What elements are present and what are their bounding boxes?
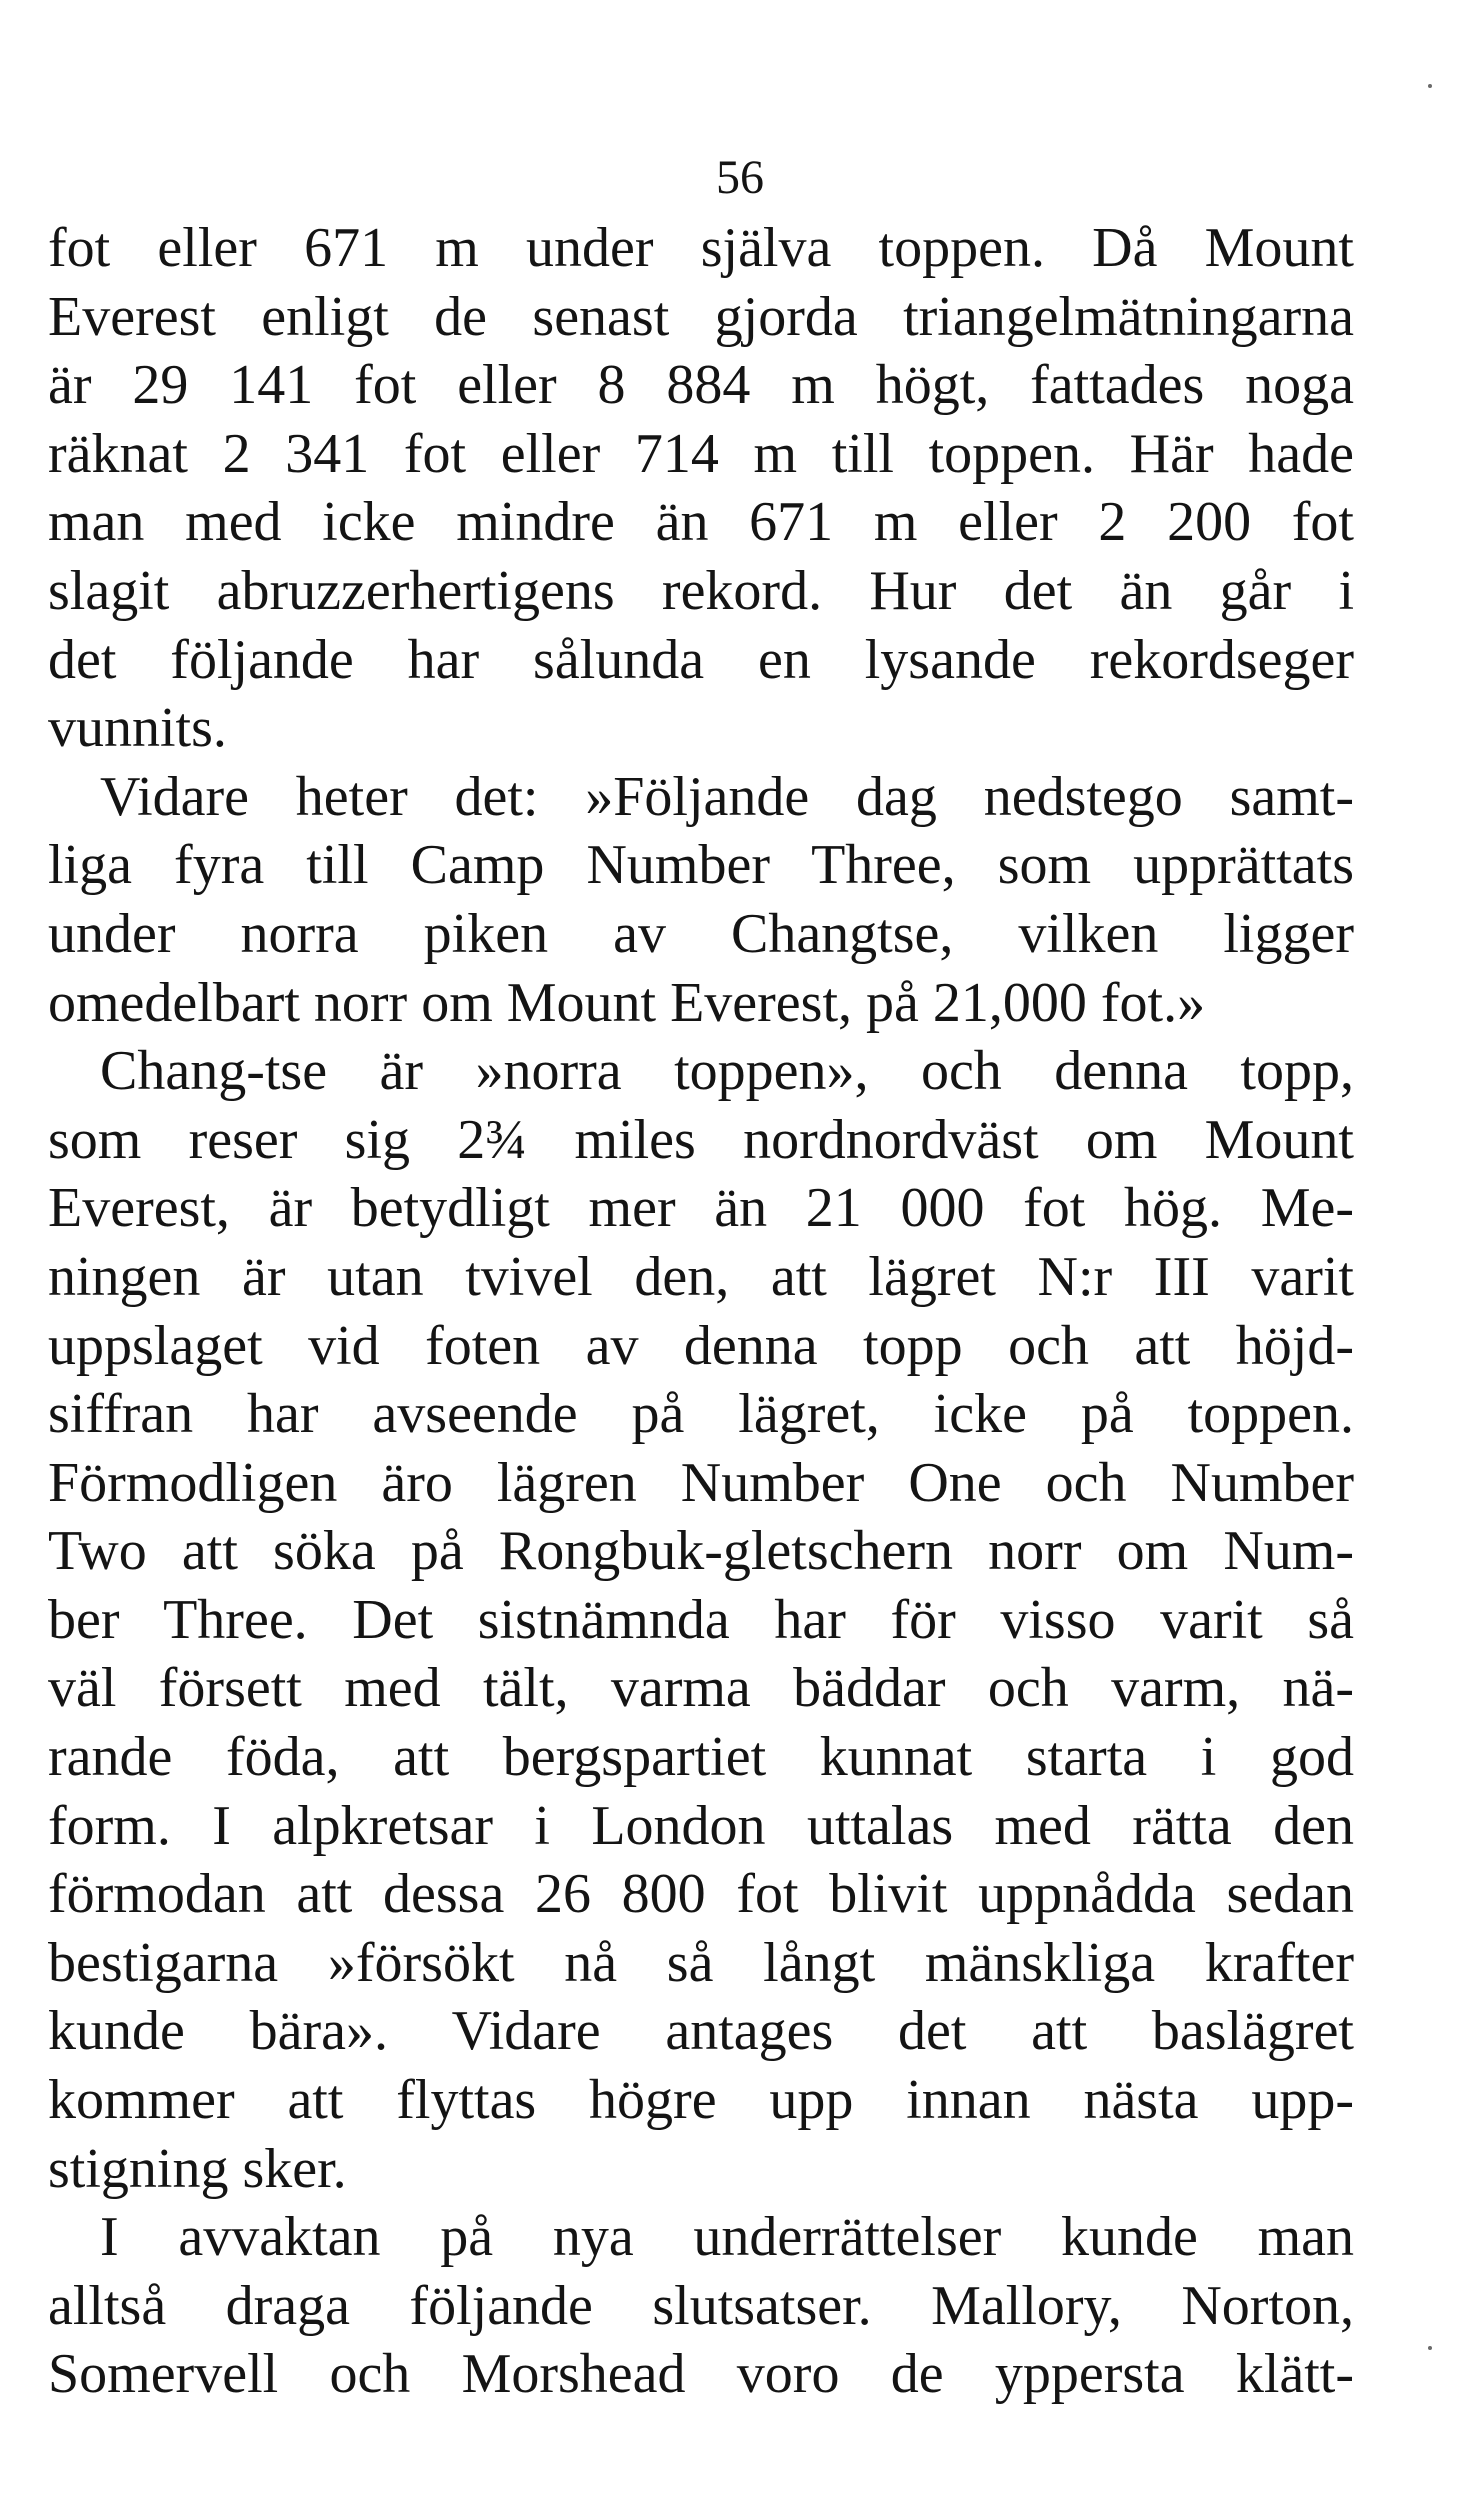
text-line: bestigarna »försökt nå så långt mänskliga krafter — [48, 1931, 1354, 1994]
text-line: det följande har sålunda en lysande rekordseger — [48, 628, 1354, 691]
text-line: väl försett med tält, varma bäddar och varm, nä- — [48, 1657, 1354, 1720]
text-line: Everest, är betydligt mer än 21 000 fot hög. Me- — [48, 1177, 1354, 1240]
text-line: förmodan att dessa 26 800 fot blivit uppnådda sedan — [48, 1863, 1354, 1926]
body-text — [48, 214, 1354, 2409]
text-line: Förmodligen äro lägren Number One och Number — [48, 1451, 1354, 1514]
text-line: vunnits. — [48, 697, 227, 760]
text-line: Two att söka på Rongbuk-gletschern norr om Num- — [48, 1520, 1354, 1583]
text-line: omedelbart norr om Mount Everest, på 21,000 fot.» — [48, 971, 1206, 1034]
text-line: under norra piken av Changtse, vilken ligger — [48, 902, 1354, 965]
text-line: man med icke mindre än 671 m eller 2 200 fot — [48, 491, 1354, 554]
text-line: ningen är utan tvivel den, att lägret N:r III varit — [48, 1245, 1354, 1308]
scan-speck — [1428, 84, 1432, 88]
text-line: Everest enligt de senast gjorda triangelmätningarna — [48, 285, 1354, 348]
text-line: fot eller 671 m under själva toppen. Då Mount — [48, 217, 1354, 279]
scan-speck — [1428, 2346, 1432, 2350]
text-line: I avvaktan på nya underrättelser kunde man — [100, 2206, 1354, 2269]
text-line: liga fyra till Camp Number Three, som upprättats — [48, 834, 1354, 897]
text-line: siffran har avseende på lägret, icke på toppen. — [48, 1383, 1354, 1446]
text-line: kunde bära». Vidare antages det att baslägret — [48, 2000, 1354, 2063]
text-line: som reser sig 2¾ miles nordnordväst om Mount — [48, 1108, 1354, 1171]
text-line: kommer att flyttas högre upp innan nästa upp- — [48, 2069, 1354, 2132]
text-line: slagit abruzzerhertigens rekord. Hur det än går i — [48, 559, 1354, 622]
text-line: Chang-tse är »norra toppen», och denna topp, — [100, 1040, 1354, 1103]
text-line: ber Three. Det sistnämnda har för visso varit så — [48, 1588, 1354, 1651]
text-line: alltså draga följande slutsatser. Mallory, Norton, — [48, 2274, 1354, 2337]
text-line: räknat 2 341 fot eller 714 m till toppen. Här hade — [48, 422, 1354, 485]
text-line: Somervell och Morshead voro de yppersta klätt- — [48, 2343, 1354, 2406]
text-line: Vidare heter det: »Följande dag nedstego samt- — [100, 765, 1354, 828]
text-line: form. I alpkretsar i London uttalas med rätta den — [48, 1794, 1354, 1857]
text-line: rande föda, att bergspartiet kunnat starta i god — [48, 1726, 1354, 1789]
text-line: uppslaget vid foten av denna topp och att höjd- — [48, 1314, 1354, 1377]
text-line: är 29 141 fot eller 8 884 m högt, fattades noga — [48, 354, 1354, 417]
text-line: stigning sker. — [48, 2137, 347, 2200]
page-number: 56 — [716, 151, 764, 204]
